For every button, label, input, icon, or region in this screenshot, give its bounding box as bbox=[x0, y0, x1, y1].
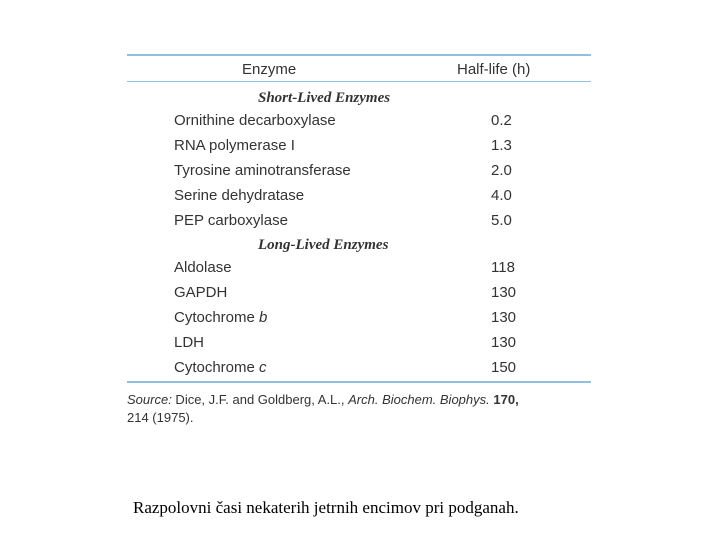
table-row bbox=[174, 187, 574, 207]
table-row bbox=[174, 112, 574, 132]
enzyme-name-italic-suffix: b bbox=[259, 309, 268, 326]
half-life-value: 5.0 bbox=[491, 212, 512, 229]
half-life-value: 4.0 bbox=[491, 187, 512, 204]
half-life-value: 1.3 bbox=[491, 137, 512, 154]
source-label: Source: bbox=[127, 392, 172, 407]
source-journal: Arch. Biochem. Biophys. bbox=[348, 392, 490, 407]
table-row bbox=[174, 334, 574, 354]
table-row bbox=[174, 259, 574, 279]
source-pages: 214 (1975). bbox=[127, 410, 194, 425]
table-row bbox=[174, 162, 574, 182]
half-life-value: 130 bbox=[491, 334, 517, 351]
table-row bbox=[174, 309, 574, 329]
enzyme-name: RNA polymerase I bbox=[174, 137, 295, 154]
source-authors: Dice, J.F. and Goldberg, A.L., bbox=[171, 392, 349, 407]
table-row bbox=[174, 212, 574, 232]
half-life-value: 150 bbox=[491, 359, 517, 376]
half-life-value: 118 bbox=[491, 259, 515, 276]
slide-caption: Razpolovni časi nekaterih jetrnih encimov pri podganah. bbox=[133, 498, 519, 517]
table-top-rule bbox=[127, 54, 591, 56]
table-row bbox=[174, 359, 574, 379]
section-heading-long-lived: Long-Lived Enzymes bbox=[258, 237, 389, 253]
enzyme-name: Ornithine decarboxylase bbox=[174, 112, 336, 129]
enzyme-name-italic-suffix: c bbox=[259, 359, 267, 376]
half-life-value: 130 bbox=[491, 309, 517, 326]
enzyme-name: Tyrosine aminotransferase bbox=[174, 162, 351, 179]
source-citation bbox=[127, 391, 597, 427]
enzyme-name: PEP carboxylase bbox=[174, 212, 288, 229]
table-row bbox=[174, 284, 574, 304]
column-header-half-life: Half-life (h) bbox=[457, 61, 531, 78]
half-life-value: 130 bbox=[491, 284, 517, 301]
enzyme-name: Cytochrome c bbox=[174, 359, 267, 376]
enzyme-name: Serine dehydratase bbox=[174, 187, 305, 204]
half-life-value: 0.2 bbox=[491, 112, 512, 129]
section-heading-short-lived: Short-Lived Enzymes bbox=[258, 90, 391, 106]
column-header-enzyme: Enzyme bbox=[242, 61, 297, 78]
table-bottom-rule bbox=[127, 381, 591, 383]
table-row bbox=[174, 137, 574, 157]
enzyme-name: GAPDH bbox=[174, 284, 228, 301]
source-volume: 170, bbox=[493, 392, 519, 407]
enzyme-name: LDH bbox=[174, 334, 205, 351]
header-divider-rule bbox=[127, 81, 591, 82]
enzyme-name: Cytochrome b bbox=[174, 309, 268, 326]
half-life-value: 2.0 bbox=[491, 162, 512, 179]
enzyme-name: Aldolase bbox=[174, 259, 232, 276]
